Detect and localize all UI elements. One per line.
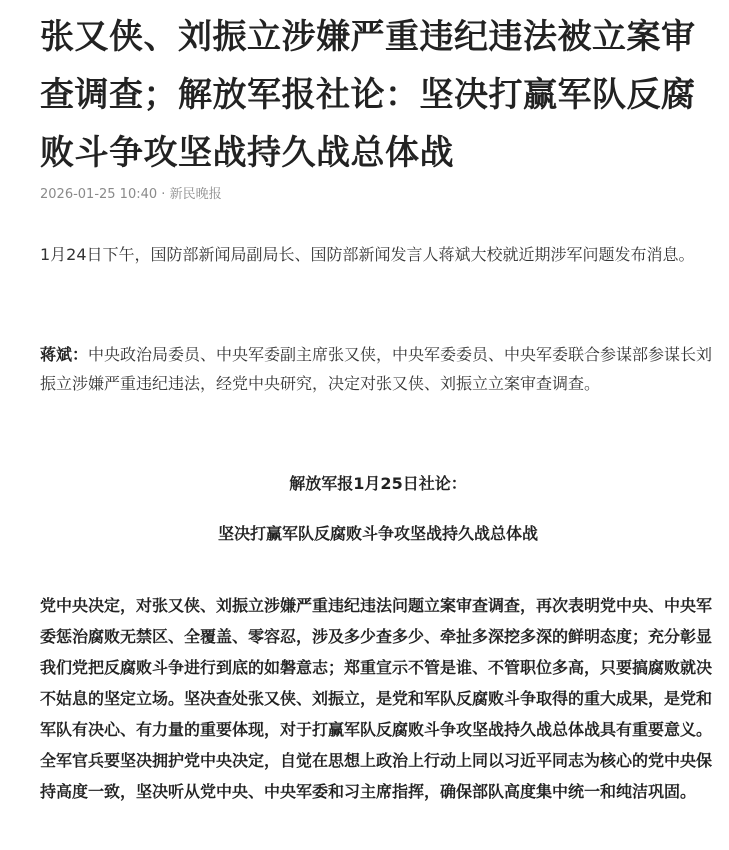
editorial-body: 党中央决定，对张又侠、刘振立涉嫌严重违纪违法问题立案审查调查，再次表明党中央、中央军委惩治腐败无禁区、全覆盖、零容忍，涉及多少查多少、牵扯多深挖多深的鲜明态度；充分彰显我们党把反腐败斗争进行到底的如磐意志；郑重宣示不管是谁、不管职位多高，只要搞腐败就决不姑息的坚定立场。坚决查处张又侠、刘振立，是党和军队反腐败斗争取得的重大成果，是党和军队有决心、有力量的重要体现，对于打赢军队反腐败斗争攻坚战持久战总体战具有重要意义。全军官兵要坚决拥护党中央决定，自觉在思想上政治上行动上同以习近平同志为核心的党中央保持高度一致，坚决听从党中央、中央军委和习主席指挥，确保部队高度集中统一和纯洁巩固。 xyxy=(40,596,713,801)
article-title: 张又侠、刘振立涉嫌严重违纪违法被立案审查调查；解放军报社论：坚决打赢军队反腐败斗争攻坚战持久战总体战 xyxy=(40,17,696,173)
editorial-heading: 解放军报1月25日社论： xyxy=(289,474,467,493)
editorial-title: 坚决打赢军队反腐败斗争攻坚战持久战总体战 xyxy=(217,524,538,543)
statement-paragraph xyxy=(40,340,716,398)
publish-date: 2026-01-25 10:40 xyxy=(40,187,158,202)
statement-text: 中央政治局委员、中央军委副主席张又侠，中央军委委员、中央军委联合参谋部参谋长刘振立涉嫌严重违纪违法，经党中央研究，决定对张又侠、刘振立立案审查调查。 xyxy=(40,345,713,393)
article-source[interactable]: 新民晚报 xyxy=(169,187,222,202)
intro-paragraph: 1月24日下午，国防部新闻局副局长、国防部新闻发言人蒋斌大校就近期涉军问题发布消息。 xyxy=(40,245,695,264)
article-meta xyxy=(40,185,222,205)
speaker-name: 蒋斌： xyxy=(40,345,89,364)
meta-separator: · xyxy=(161,187,166,202)
